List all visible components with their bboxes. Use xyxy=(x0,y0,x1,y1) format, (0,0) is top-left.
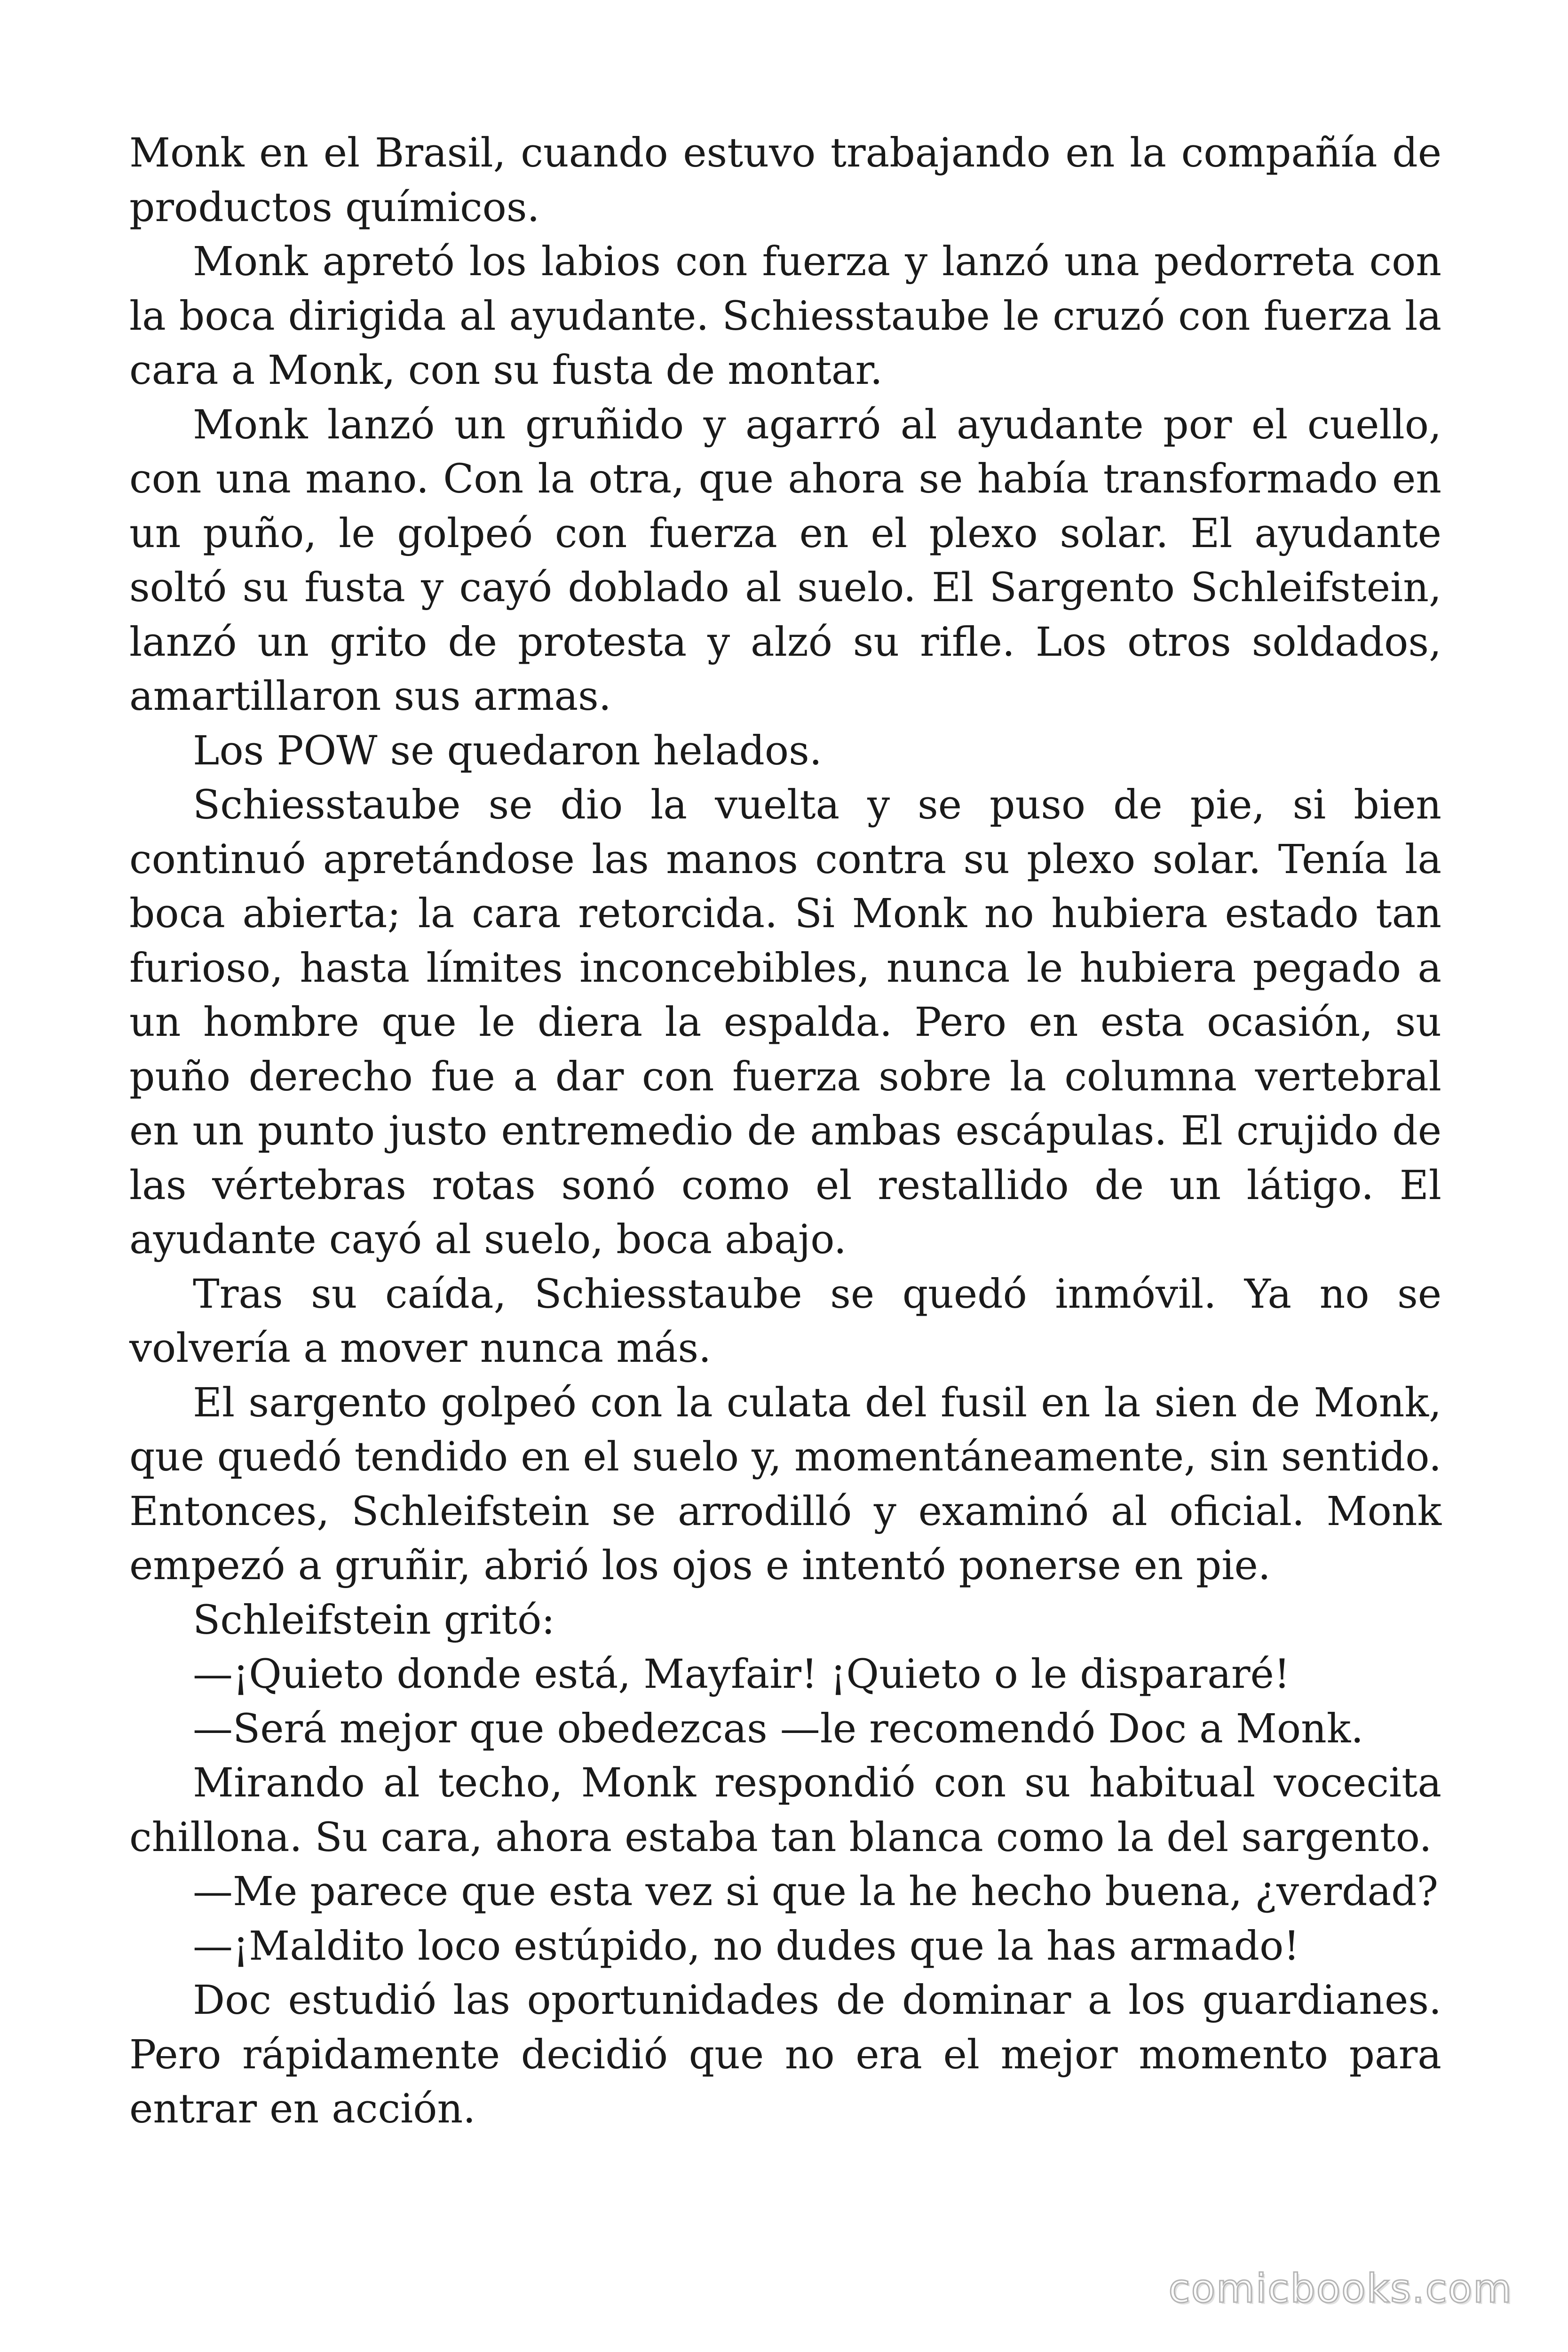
paragraph-continued: Monk en el Brasil, cuando estuvo trabajando en la compañía de productos químicos. xyxy=(129,130,1441,231)
paragraph: El sargento golpeó con la culata del fusil en la sien de Monk, que quedó tendido en el suelo y, momentáneamente, sin sentido. Entonces, Schleifstein se arrodilló y examinó al oficial. Monk empezó a gruñir, abrió los ojos e intentó ponerse en pie. xyxy=(129,1379,1441,1589)
watermark: comicbooks.com xyxy=(1168,2265,1513,2312)
paragraph: Doc estudió las oportunidades de dominar a los guardianes. Pero rápidamente decidió que no era el mejor momento para entrar en acción. xyxy=(129,1977,1441,2132)
paragraph: Monk apretó los labios con fuerza y lanzó una pedorreta con la boca dirigida al ayudante. Schiesstaube le cruzó con fuerza la cara a Monk, con su fusta de montar. xyxy=(129,238,1441,394)
paragraph: Los POW se quedaron helados. xyxy=(193,727,822,774)
page-body-text xyxy=(129,126,1441,2137)
paragraph: Schleifstein gritó: xyxy=(193,1597,555,1644)
paragraph: Schiesstaube se dio la vuelta y se puso de pie, si bien continuó apretándose las manos contra su plexo solar. Tenía la boca abierta; la cara retorcida. Si Monk no hubiera estado tan furioso, hasta límites inconcebibles, nunca le hubiera pegado a un hombre que le diera la espalda. Pero en esta ocasión, su puño derecho fue a dar con fuerza sobre la columna vertebral en un punto justo entremedio de ambas escápulas. El crujido de las vértebras rotas sonó como el restallido de un látigo. El ayudante cayó al suelo, boca abajo. xyxy=(129,782,1441,1263)
dialogue-line: —¡Maldito loco estúpido, no dudes que la has armado! xyxy=(193,1923,1300,1970)
paragraph: Mirando al techo, Monk respondió con su habitual vocecita chillona. Su cara, ahora estaba tan blanca como la del sargento. xyxy=(129,1760,1441,1861)
paragraph: Monk lanzó un gruñido y agarró al ayudante por el cuello, con una mano. Con la otra, que ahora se había transformado en un puño, le golpeó con fuerza en el plexo solar. El ayudante soltó su fusta y cayó doblado al suelo. El Sargento Schleifstein, lanzó un grito de protesta y alzó su rifle. Los otros soldados, amartillaron sus armas. xyxy=(129,401,1441,720)
dialogue-line: —Será mejor que obedezcas —le recomendó Doc a Monk. xyxy=(193,1705,1364,1752)
paragraph: Tras su caída, Schiesstaube se quedó inmóvil. Ya no se volvería a mover nunca más. xyxy=(129,1271,1441,1372)
dialogue-line: —¡Quieto donde está, Mayfair! ¡Quieto o le dispararé! xyxy=(193,1651,1290,1698)
dialogue-line: —Me parece que esta vez si que la he hecho buena, ¿verdad? xyxy=(193,1868,1439,1915)
